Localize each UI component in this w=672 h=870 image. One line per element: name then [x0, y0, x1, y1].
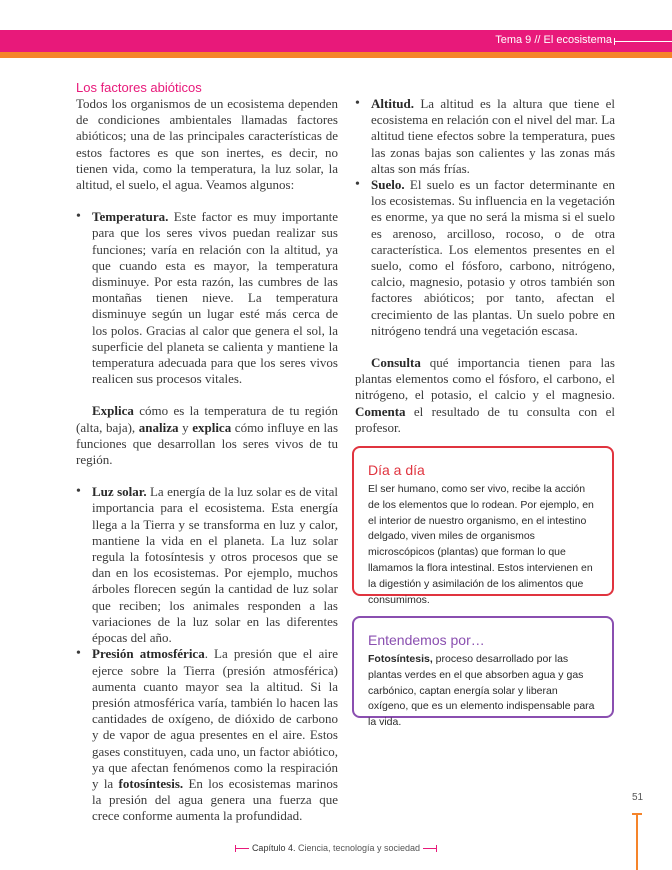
bullet-list-right	[355, 96, 615, 339]
term-altitud: Altitud.	[371, 96, 414, 111]
consulta-text: qué importancia tienen para las plantas elementos como el fósforo, el carbono, el nitrógeno, el potasio, el calcio y el magnesio.	[355, 355, 615, 403]
left-column	[76, 80, 338, 825]
entendemos-term: Fotosíntesis,	[368, 653, 433, 665]
term-presion: Presión atmosférica	[92, 646, 205, 662]
bold-consulta: Consulta	[371, 355, 421, 371]
list-item-suelo	[355, 177, 615, 339]
list-item-altitud	[355, 96, 615, 177]
dia-a-dia-title: Día a día	[368, 462, 425, 478]
bold-fotosintesis: fotosíntesis.	[118, 775, 184, 791]
page-number: 51	[632, 792, 644, 803]
list-item-luz-solar	[76, 484, 338, 646]
bold-comenta: Comenta	[355, 403, 406, 419]
footer-line-left	[235, 848, 249, 849]
footer-line-right	[423, 848, 437, 849]
footer-subtitle: Ciencia, tecnología y sociedad	[295, 843, 421, 853]
header-decoration	[614, 41, 672, 42]
term-suelo: Suelo.	[371, 177, 405, 193]
text-temperatura: Este factor es muy importante para que los seres vivos puedan realizar sus funciones; varía en relación con la altitud, ya que cuando esta es mayor, la temperatura disminuye. Por esta razón, las cumbres de las montañas tienen nieve. La temperatura disminuye según un lugar esté más cerca de los polos. Gracias al calor que genera el sol, la superficie del planeta se calienta y mantiene la temperatura adecuada para que los seres vivos realicen sus procesos vitales.	[92, 209, 338, 387]
list-item-temperatura	[76, 209, 338, 387]
footer-chapter: Capítulo 4.	[251, 843, 296, 853]
intro-paragraph: Todos los organismos de un ecosistema dependen de condiciones ambientales llamadas factores abióticos; una de las principales características de estos factores es que son inertes, es decir, no tienen vida, como la temperatura, la luz solar, la altitud, el suelo, el agua. Veamos algunos:	[76, 96, 338, 193]
activity-text-3: cómo influye en las funciones que desarrollan los seres vivos de tu región.	[76, 419, 339, 468]
header-bar	[0, 30, 672, 52]
term-temperatura: Temperatura.	[92, 209, 169, 225]
entendemos-definition: proceso desarrollado por las plantas verdes en el que absorben agua y gas carbónico, captan energía solar y liberan oxígeno, que es un elemento indispensable para la vida.	[368, 653, 595, 729]
bold-analiza: analiza	[138, 419, 179, 435]
footer	[0, 843, 672, 853]
entendemos-title: Entendemos por…	[368, 632, 485, 648]
section-heading: Los factores abióticos	[76, 80, 202, 95]
list-item-presion	[76, 646, 338, 824]
activity-text-1: cómo es la temperatura de tu región (alta, baja),	[76, 403, 338, 435]
dia-a-dia-text: El ser humano, como ser vivo, recibe la acción de los elementos que lo rodean. Por ejemplo, en el interior de nuestro organismo, en el intestino delgado, viven miles de organismos microscópicos (plantas) que forman lo que llamamos la flora intestinal. Estos intervienen en la digestión y asimilación de los alimentos que consumimos.	[368, 483, 594, 606]
header-accent-stripe	[0, 52, 672, 58]
bold-explica-2: explica	[192, 419, 232, 435]
header-title: Tema 9 // El ecosistema	[495, 34, 612, 46]
activity-paragraph	[76, 403, 338, 468]
right-column	[355, 96, 615, 436]
text-presion-1: . La presión que el aire ejerce sobre la Tierra (presión atmosférica) aumenta cuanto mayor sea la altitud. Si la presión atmosférica varía, también lo hacen las cantidades de oxígeno, de dióxido de carbono y de vapor de agua presentes en el aire. Estos gases constituyen, cada uno, un factor abiótico, ya que afectan fenómenos como la respiración y la	[92, 646, 338, 791]
activity-text-2: y	[178, 419, 193, 435]
bold-explica: Explica	[92, 403, 134, 419]
text-suelo: El suelo es un factor determinante en los ecosistemas. Su influencia en la vegetación es enorme, ya que no será la misma si el suelo es arenoso, arcilloso, rocoso, o de otra característica. Los elementos presentes en el suelo, como el fósforo, carbono, nitrógeno, calcio, magnesio, potasio y otros también son factores abióticos; por tanto, afectan el crecimiento de las plantas. Un suelo pobre en nitrógeno tendrá una vegetación escasa.	[371, 177, 615, 338]
entendemos-box	[352, 616, 614, 729]
dia-a-dia-box	[352, 446, 614, 606]
text-presion-2: En los ecosistemas marinos la presión del agua genera una fuerza que crece conforme aumenta la profundidad.	[92, 775, 338, 824]
text-luz-solar: La energía de la luz solar es de vital importancia para el ecosistema. Esta energía llega a la Tierra y se transforma en luz y calor, mantiene la vida en el planeta. La luz solar regula la fotosíntesis y otros procesos que se dan en los ecosistemas. Por ejemplo, muchos árboles florecen según la cantidad de luz solar que reciben; los animales responden a las variaciones de la luz solar en las diferentes épocas del año.	[92, 484, 338, 646]
bullet-list-luz	[76, 484, 338, 824]
term-luz-solar: Luz solar.	[92, 484, 147, 500]
bullet-list-temperature	[76, 209, 338, 387]
text-altitud: La altitud es la altura que tiene el ecosistema en relación con el nivel del mar. La altitud tiene efectos sobre la temperatura, pues las zonas bajas son calientes y las zonas más altas son más frías.	[371, 96, 615, 176]
entendemos-text	[368, 652, 598, 731]
page-marker-decoration	[636, 813, 638, 870]
comenta-text: el resultado de tu consulta con el profesor.	[355, 403, 615, 435]
consulta-paragraph	[355, 355, 615, 436]
